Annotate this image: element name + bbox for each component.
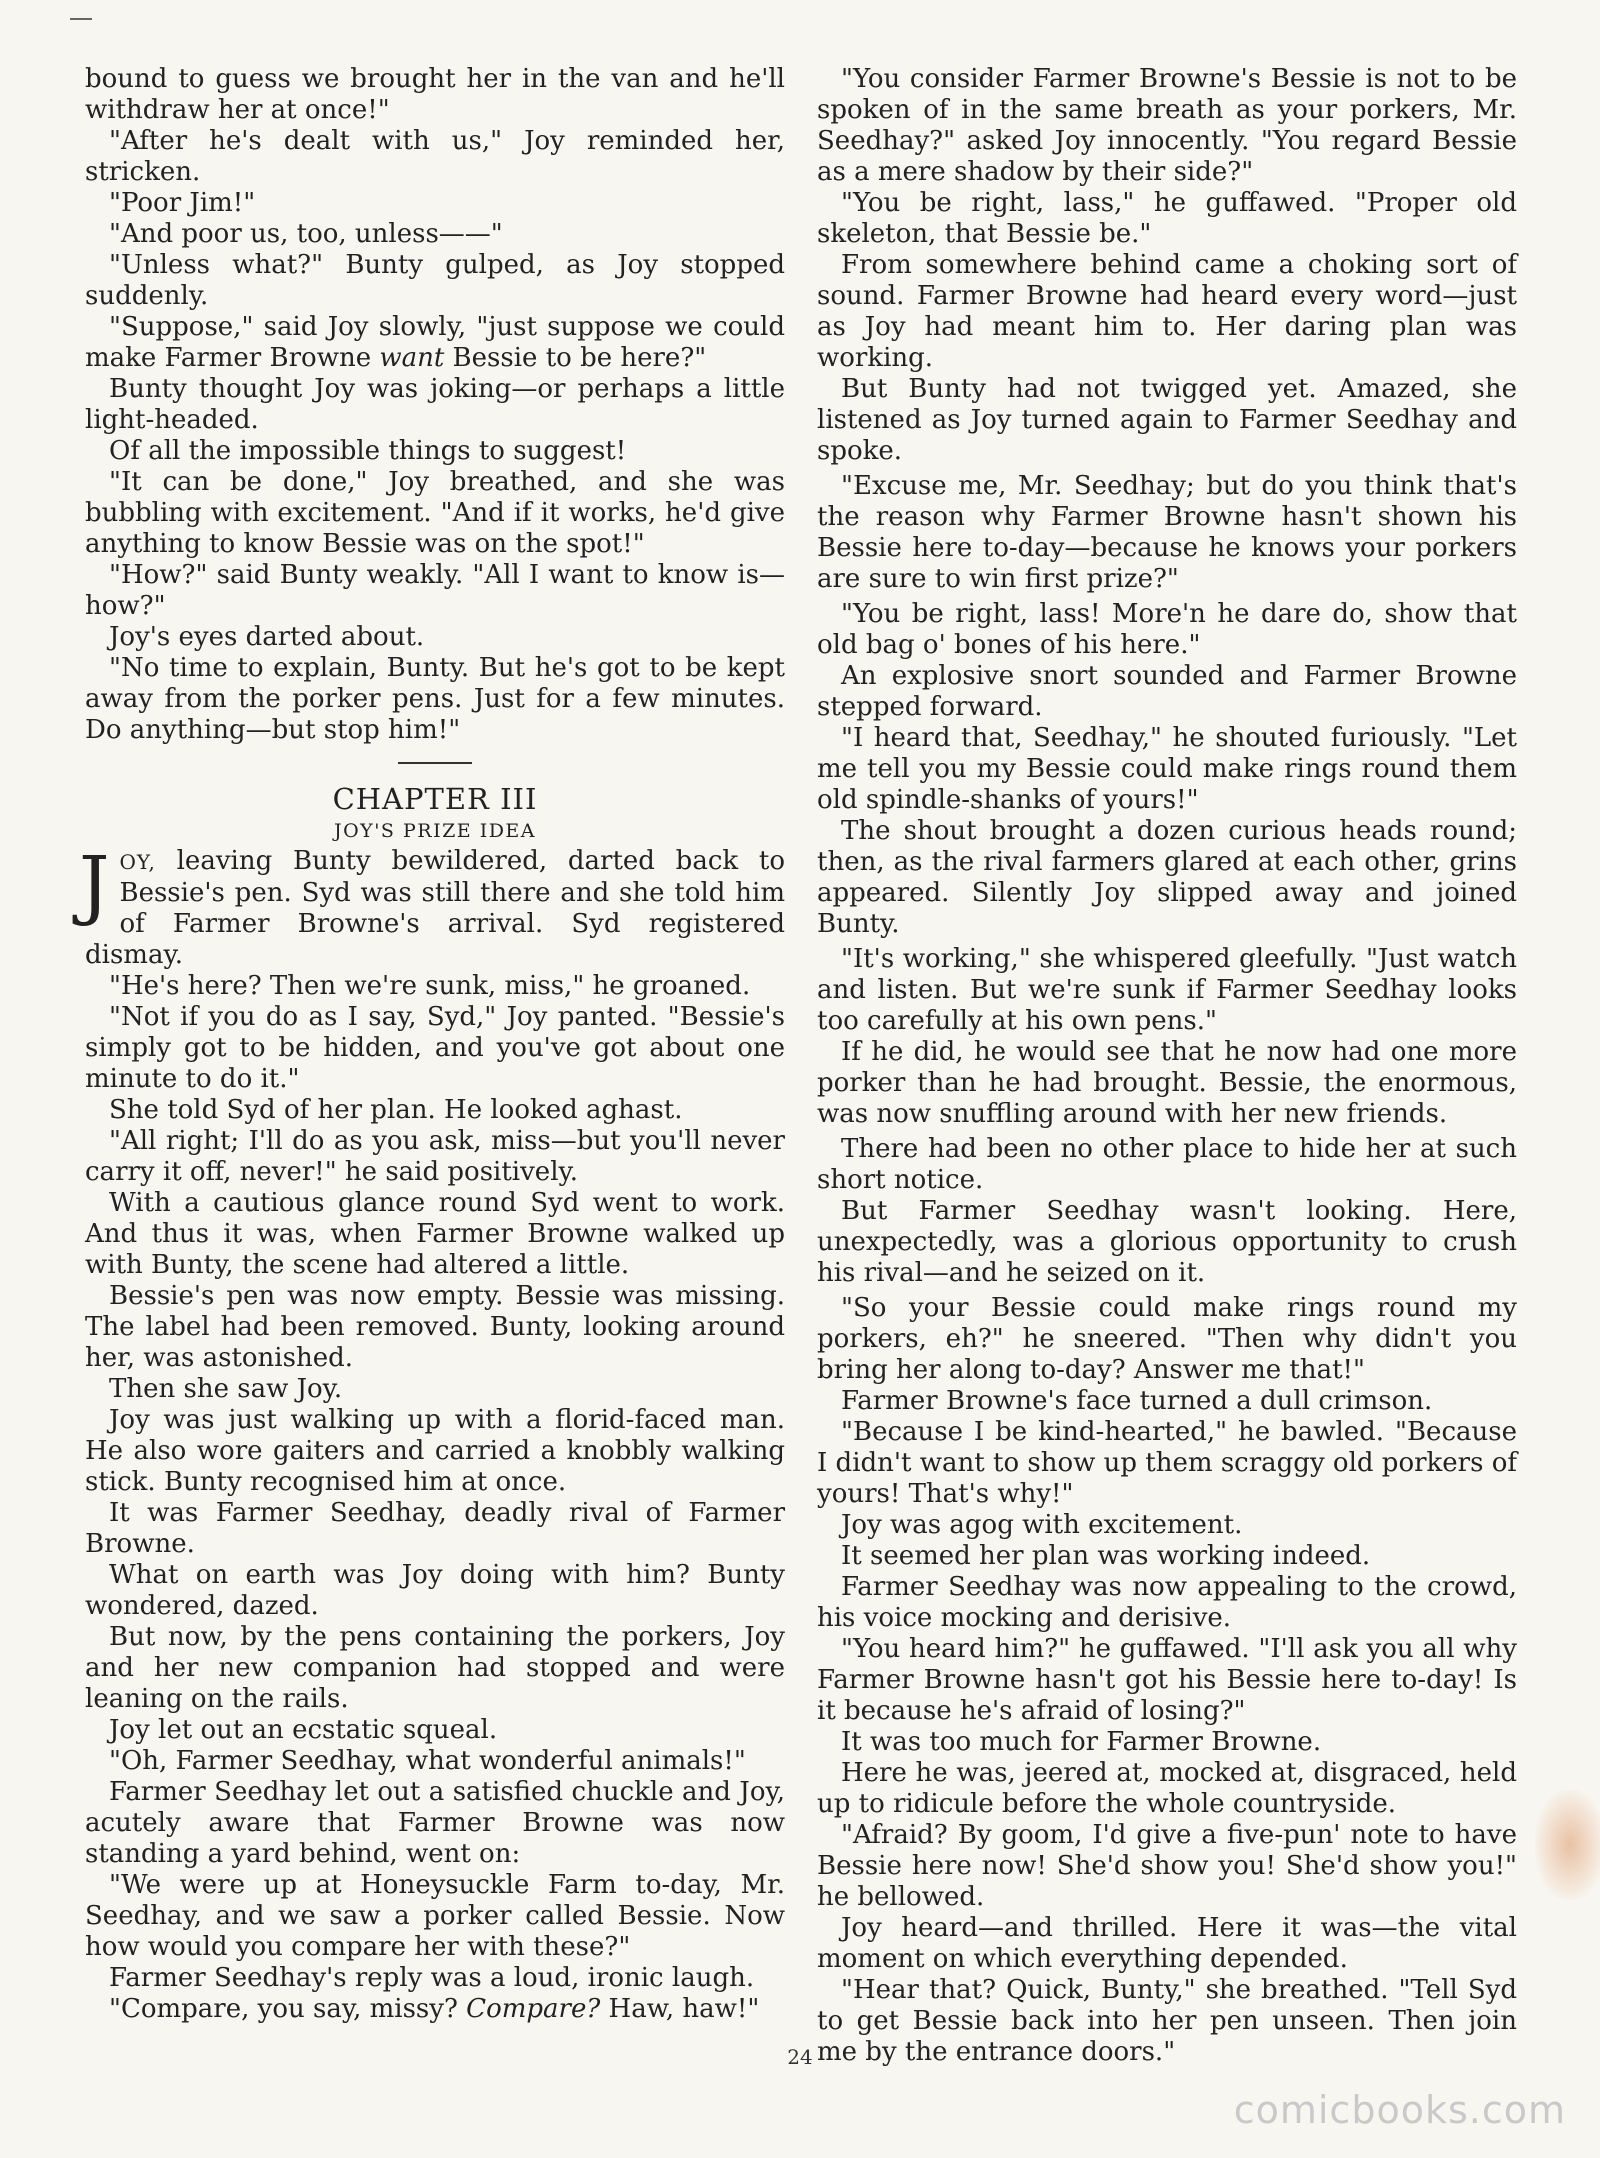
paragraph xyxy=(85,1994,785,2025)
paragraph: "No time to explain, Bunty. But he's got to be kept away from the porker pens. Just for a few minutes. Do anything—but stop him!" xyxy=(85,653,785,745)
paragraph: "Not if you do as I say, Syd," Joy panted. "Bessie's simply got to be hidden, and you've got about one minute to do it." xyxy=(85,1002,785,1094)
paragraph: "I heard that, Seedhay," he shouted furiously. "Let me tell you my Bessie could make rings round them old spindle-shanks of yours!" xyxy=(817,723,1517,815)
paragraph: Joy heard—and thrilled. Here it was—the vital moment on which everything depended. xyxy=(817,1913,1517,1974)
paragraph: Farmer Seedhay let out a satisfied chuckle and Joy, acutely aware that Farmer Browne was now standing a yard behind, went on: xyxy=(85,1777,785,1869)
paragraph: bound to guess we brought her in the van and he'll withdraw her at once!" xyxy=(85,64,785,125)
paragraph: With a cautious glance round Syd went to work. And thus it was, when Farmer Browne walked up with Bunty, the scene had altered a little. xyxy=(85,1188,785,1280)
italic-text: Compare? xyxy=(466,1994,601,2024)
left-column xyxy=(79,64,785,2025)
paragraph: "You be right, lass! More'n he dare do, show that old bag o' bones of his here." xyxy=(817,599,1517,660)
drop-cap: J xyxy=(79,839,110,928)
margin-mark xyxy=(70,18,92,20)
paragraph: What on earth was Joy doing with him? Bunty wondered, dazed. xyxy=(85,1560,785,1621)
paragraph: Here he was, jeered at, mocked at, disgraced, held up to ridicule before the whole countryside. xyxy=(817,1758,1517,1819)
paragraph: "After he's dealt with us," Joy reminded her, stricken. xyxy=(85,126,785,187)
paragraph: If he did, he would see that he now had one more porker than he had brought. Bessie, the enormous, was now snuffling around with her new friends. xyxy=(817,1037,1517,1129)
paragraph: "Unless what?" Bunty gulped, as Joy stopped suddenly. xyxy=(85,250,785,311)
paragraph: "All right; I'll do as you ask, miss—but you'll never carry it off, never!" he said positively. xyxy=(85,1126,785,1187)
paragraph: "And poor us, too, unless——" xyxy=(109,219,503,249)
paragraph: Joy was agog with excitement. xyxy=(841,1510,1243,1540)
text-run: Bessie to be here?" xyxy=(444,343,707,373)
text-run: "Compare, you say, missy? xyxy=(109,1994,467,2024)
paragraph: But Farmer Seedhay wasn't looking. Here, unexpectedly, was a glorious opportunity to crush his rival—and he seized on it. xyxy=(817,1196,1517,1288)
italic-text: want xyxy=(379,343,445,373)
chapter-title: CHAPTER III xyxy=(332,782,538,816)
paragraph: Bunty thought Joy was joking—or perhaps a little light-headed. xyxy=(85,374,785,435)
paragraph: It was too much for Farmer Browne. xyxy=(841,1727,1322,1757)
paragraph: But Bunty had not twigged yet. Amazed, she listened as Joy turned again to Farmer Seedhay and spoke. xyxy=(817,374,1517,466)
paragraph: Of all the impossible things to suggest! xyxy=(109,436,627,466)
paragraph: It seemed her plan was working indeed. xyxy=(841,1541,1371,1571)
paragraph: Bessie's pen was now empty. Bessie was missing. The label had been removed. Bunty, looking around her, was astonished. xyxy=(85,1281,785,1373)
paragraph: Farmer Seedhay was now appealing to the crowd, his voice mocking and derisive. xyxy=(817,1572,1517,1633)
paragraph: "He's here? Then we're sunk, miss," he groaned. xyxy=(109,971,751,1001)
paragraph: "Poor Jim!" xyxy=(109,188,256,218)
paragraph: "We were up at Honeysuckle Farm to-day, Mr. Seedhay, and we saw a porker called Bessie. Now how would you compare her with these?" xyxy=(85,1870,785,1962)
paragraph: "It's working," she whispered gleefully. "Just watch and listen. But we're sunk if Farmer Seedhay looks too carefully at his own pens." xyxy=(817,944,1517,1036)
text-run: Haw, haw!" xyxy=(600,1994,760,2024)
small-caps-text: OY, xyxy=(119,850,156,874)
paragraph: Joy let out an ecstatic squeal. xyxy=(109,1715,498,1745)
paragraph: "Excuse me, Mr. Seedhay; but do you think that's the reason why Farmer Browne hasn't shown his Bessie here to-day—because he knows your porkers are sure to win first prize?" xyxy=(817,471,1517,594)
chapter-subtitle: JOY'S PRIZE IDEA xyxy=(333,820,537,842)
paragraph: Joy was just walking up with a florid-faced man. He also wore gaiters and carried a knobbly walking stick. Bunty recognised him at once. xyxy=(85,1405,785,1497)
chapter-opening-paragraph xyxy=(79,839,785,971)
paragraph: "You be right, lass," he guffawed. "Proper old skeleton, that Bessie be." xyxy=(817,188,1517,249)
text-run: leaving Bunty bewildered, darted back to Bessie's pen. Syd was still there and she told him of Farmer Browne's arrival. Syd registered dismay. xyxy=(85,846,785,970)
paragraph: "Oh, Farmer Seedhay, what wonderful animals!" xyxy=(109,1746,746,1776)
paragraph: From somewhere behind came a choking sort of sound. Farmer Browne had heard every word—just as Joy had meant him to. Her daring plan was working. xyxy=(817,250,1517,373)
paragraph: But now, by the pens containing the porkers, Joy and her new companion had stopped and were leaning on the rails. xyxy=(85,1622,785,1714)
paragraph: Farmer Browne's face turned a dull crimson. xyxy=(841,1386,1433,1416)
paragraph: An explosive snort sounded and Farmer Browne stepped forward. xyxy=(817,661,1517,722)
paragraph: She told Syd of her plan. He looked aghast. xyxy=(109,1095,683,1125)
paragraph: "Because I be kind-hearted," he bawled. "Because I didn't want to show up them scraggy old porkers of yours! That's why!" xyxy=(817,1417,1517,1509)
paragraph: There had been no other place to hide her at such short notice. xyxy=(817,1134,1517,1195)
paragraph xyxy=(85,312,785,374)
paragraph: "Afraid? By goom, I'd give a five-pun' note to have Bessie here now! She'd show you! She'd show you!" he bellowed. xyxy=(817,1820,1517,1912)
paragraph: Joy's eyes darted about. xyxy=(109,622,425,652)
paragraph: "It can be done," Joy breathed, and she was bubbling with excitement. "And if it works, he'd give anything to know Bessie was on the spot!" xyxy=(85,467,785,559)
paragraph: "Hear that? Quick, Bunty," she breathed. "Tell Syd to get Bessie back into her pen unseen. Then join me by the entrance doors." xyxy=(817,1975,1517,2067)
paragraph: The shout brought a dozen curious heads round; then, as the rival farmers glared at each other, grins appeared. Silently Joy slipped away and joined Bunty. xyxy=(817,816,1517,939)
paragraph: "How?" said Bunty weakly. "All I want to know is—how?" xyxy=(85,560,785,621)
paper-stain xyxy=(1535,1790,1600,1900)
paragraph: "You consider Farmer Browne's Bessie is not to be spoken of in the same breath as your porkers, Mr. Seedhay?" asked Joy innocently. "You regard Bessie as a mere shadow by their side?" xyxy=(817,64,1517,187)
right-column xyxy=(817,64,1517,2068)
section-separator xyxy=(398,762,472,764)
paragraph: "You heard him?" he guffawed. "I'll ask you all why Farmer Browne hasn't got his Bessie here to-day! Is it because he's afraid of losing?" xyxy=(817,1634,1517,1726)
paragraph: It was Farmer Seedhay, deadly rival of Farmer Browne. xyxy=(85,1498,785,1559)
text-run: "Suppose," said Joy slowly, "just suppose we could make Farmer Browne xyxy=(85,312,785,373)
page-number: 24 xyxy=(787,2045,813,2069)
paragraph: Then she saw Joy. xyxy=(109,1374,343,1404)
paragraph: Farmer Seedhay's reply was a loud, ironic laugh. xyxy=(109,1963,755,1993)
paragraph: "So your Bessie could make rings round my porkers, eh?" he sneered. "Then why didn't you bring her along to-day? Answer me that!" xyxy=(817,1293,1517,1385)
watermark: comicbooks.com xyxy=(1233,2088,1566,2132)
